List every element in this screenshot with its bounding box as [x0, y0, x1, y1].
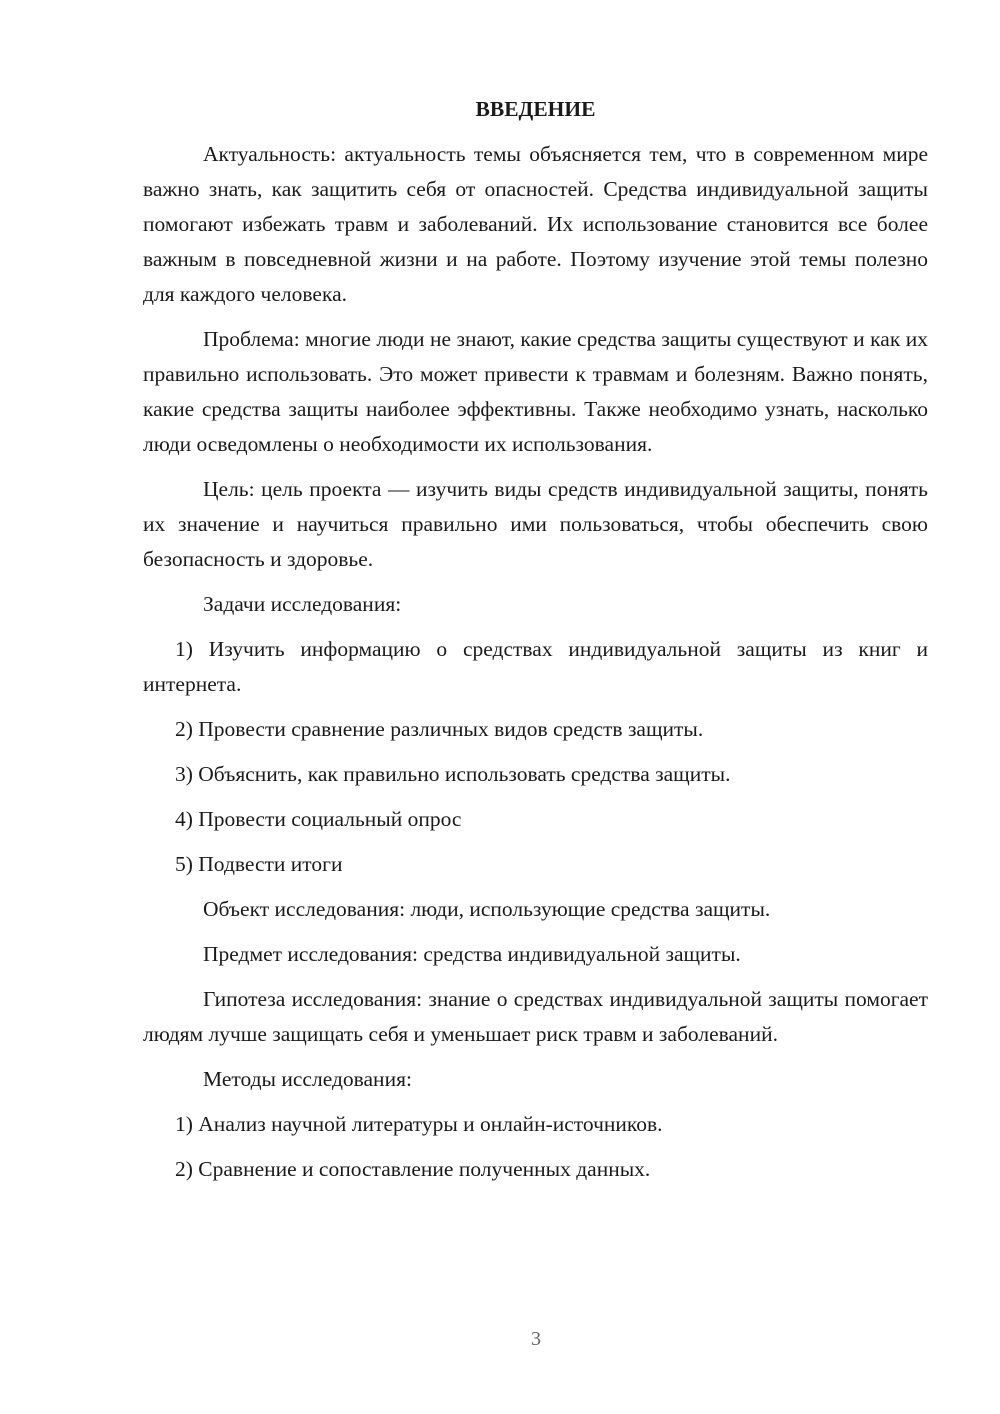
paragraph-hypothesis: Гипотеза исследования: знание о средствах индивидуальной защиты помогает людям лучше защищать себя и уменьшает риск травм и заболеваний.: [143, 987, 928, 1046]
paragraph-problem: Проблема: многие люди не знают, какие средства защиты существуют и как их правильно использовать. Это может привести к травмам и болезням. Важно понять, какие средства защиты наиболее эффективны. Также необходимо узнать, насколько люди осведомлены о необходимости их использования.: [143, 327, 928, 456]
tasks-heading: Задачи исследования:: [203, 592, 402, 616]
paragraph-relevance: Актуальность: актуальность темы объясняется тем, что в современном мире важно знать, как защитить себя от опасностей. Средства индивидуальной защиты помогают избежать травм и заболеваний. Их использование становится все более важным в повседневной жизни и на работе. Поэтому изучение этой темы полезно для каждого человека.: [143, 142, 928, 306]
task-item-2: 2) Провести сравнение различных видов средств защиты.: [175, 717, 704, 741]
page-number: 3: [531, 1328, 541, 1350]
method-item-2: 2) Сравнение и сопоставление полученных данных.: [175, 1157, 651, 1181]
task-item-4: 4) Провести социальный опрос: [175, 807, 462, 831]
section-title: ВВЕДЕНИЕ: [475, 97, 596, 121]
methods-heading: Методы исследования:: [203, 1067, 412, 1091]
task-item-5: 5) Подвести итоги: [175, 852, 343, 876]
paragraph-goal: Цель: цель проекта — изучить виды средств индивидуальной защиты, понять их значение и научиться правильно ими пользоваться, чтобы обеспечить свою безопасность и здоровье.: [143, 477, 928, 571]
method-item-1: 1) Анализ научной литературы и онлайн-источников.: [175, 1112, 663, 1136]
paragraph-object: Объект исследования: люди, использующие средства защиты.: [203, 897, 771, 921]
task-item-3: 3) Объяснить, как правильно использовать средства защиты.: [175, 762, 731, 786]
document-page: [143, 92, 928, 1197]
paragraph-subject: Предмет исследования: средства индивидуальной защиты.: [203, 942, 741, 966]
task-item-1: 1) Изучить информацию о средствах индивидуальной защиты из книг и интернета.: [143, 637, 928, 696]
